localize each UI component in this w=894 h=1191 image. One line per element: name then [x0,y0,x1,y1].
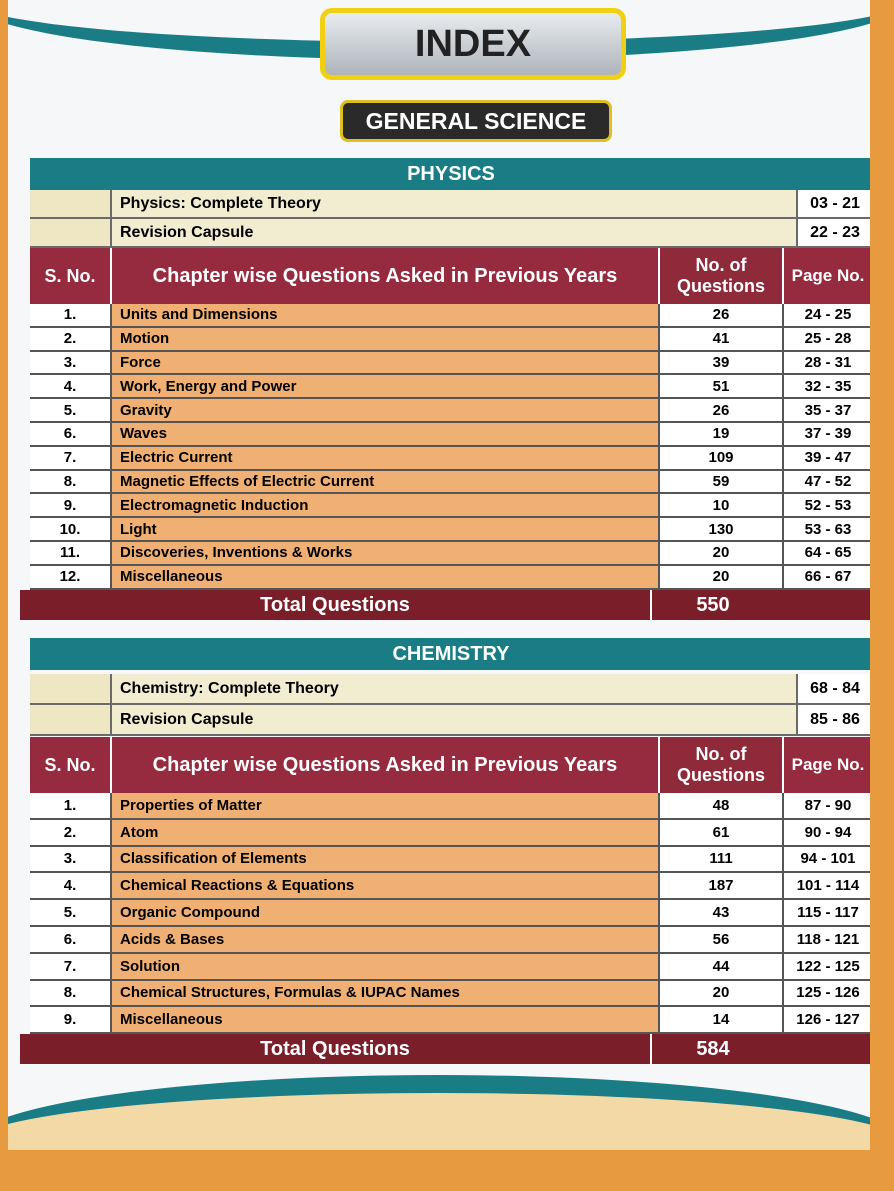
physics-total-value: 550 [650,590,774,620]
serial-number: 2. [30,820,112,845]
page-range: 32 - 35 [784,375,870,397]
serial-number: 1. [30,304,112,326]
question-count: 111 [660,847,784,872]
serial-number: 8. [30,471,112,493]
table-row [30,447,870,471]
chapter-name: Magnetic Effects of Electric Current [112,471,660,493]
question-count: 59 [660,471,784,493]
table-row [30,954,870,981]
table-row [30,900,870,927]
page-range: 66 - 67 [784,566,870,588]
table-row [30,518,870,542]
physics-section-title: PHYSICS [30,158,870,190]
index-title-box [320,8,626,80]
page-range: 35 - 37 [784,399,870,421]
question-count: 19 [660,423,784,445]
serial-number: 9. [30,1007,112,1032]
table-row [30,304,870,328]
table-row [30,820,870,847]
page-range: 126 - 127 [784,1007,870,1032]
serial-number: 3. [30,847,112,872]
physics-capsule-pages: 22 - 23 [796,219,870,246]
header-sno: S. No. [30,737,112,793]
serial-number: 12. [30,566,112,588]
serial-number: 3. [30,352,112,374]
chemistry-theory-row [30,674,870,705]
page-range: 125 - 126 [784,981,870,1006]
question-count: 61 [660,820,784,845]
page-range: 122 - 125 [784,954,870,979]
question-count: 109 [660,447,784,469]
chapter-name: Chemical Structures, Formulas & IUPAC Names [112,981,660,1006]
question-count: 187 [660,873,784,898]
chapter-name: Work, Energy and Power [112,375,660,397]
question-count: 41 [660,328,784,350]
header-page: Page No. [784,737,870,793]
chapter-name: Waves [112,423,660,445]
chemistry-capsule-label: Revision Capsule [112,705,796,734]
question-count: 56 [660,927,784,952]
chapter-name: Force [112,352,660,374]
question-count: 44 [660,954,784,979]
chapter-name: Gravity [112,399,660,421]
question-count: 20 [660,566,784,588]
serial-number: 8. [30,981,112,1006]
question-count: 26 [660,399,784,421]
question-count: 51 [660,375,784,397]
table-row [30,423,870,447]
chemistry-total-value: 584 [650,1034,774,1064]
table-row [30,566,870,590]
serial-number: 9. [30,494,112,516]
physics-table-header [30,248,870,304]
table-row [30,375,870,399]
question-count: 43 [660,900,784,925]
page-range: 52 - 53 [784,494,870,516]
physics-capsule-label: Revision Capsule [112,219,796,246]
header-questions: No. of Questions [660,737,784,793]
page-range: 39 - 47 [784,447,870,469]
chapter-name: Light [112,518,660,540]
page-range: 28 - 31 [784,352,870,374]
table-row [30,542,870,566]
page-range: 64 - 65 [784,542,870,564]
chapter-name: Units and Dimensions [112,304,660,326]
chemistry-rows [30,793,870,1034]
header-questions: No. of Questions [660,248,784,304]
chemistry-capsule-row [30,705,870,736]
chapter-name: Discoveries, Inventions & Works [112,542,660,564]
table-row [30,847,870,874]
page-range: 118 - 121 [784,927,870,952]
chemistry-total-row [20,1034,870,1064]
chapter-name: Classification of Elements [112,847,660,872]
table-row [30,471,870,495]
serial-number: 1. [30,793,112,818]
serial-number: 10. [30,518,112,540]
question-count: 10 [660,494,784,516]
subject-title: GENERAL SCIENCE [340,100,612,142]
table-row [30,328,870,352]
page-range: 53 - 63 [784,518,870,540]
header-sno: S. No. [30,248,112,304]
serial-number: 4. [30,375,112,397]
chapter-name: Motion [112,328,660,350]
header-chapter: Chapter wise Questions Asked in Previous Years [112,248,660,304]
header-page: Page No. [784,248,870,304]
chemistry-total-label: Total Questions [20,1034,650,1064]
page-range: 101 - 114 [784,873,870,898]
chapter-name: Acids & Bases [112,927,660,952]
physics-total-row [20,590,870,620]
question-count: 130 [660,518,784,540]
question-count: 20 [660,981,784,1006]
table-row [30,927,870,954]
chapter-name: Electric Current [112,447,660,469]
serial-number: 7. [30,954,112,979]
serial-number: 7. [30,447,112,469]
chapter-name: Solution [112,954,660,979]
chapter-name: Electromagnetic Induction [112,494,660,516]
page-range: 37 - 39 [784,423,870,445]
serial-number: 4. [30,873,112,898]
chapter-name: Miscellaneous [112,566,660,588]
chapter-name: Chemical Reactions & Equations [112,873,660,898]
serial-number: 6. [30,927,112,952]
serial-number: 2. [30,328,112,350]
page-range: 25 - 28 [784,328,870,350]
header-chapter: Chapter wise Questions Asked in Previous Years [112,737,660,793]
serial-number: 5. [30,399,112,421]
table-row [30,1007,870,1034]
page-range: 47 - 52 [784,471,870,493]
question-count: 26 [660,304,784,326]
physics-theory-label: Physics: Complete Theory [112,190,796,217]
table-row [30,352,870,376]
physics-theory-pages: 03 - 21 [796,190,870,217]
serial-number: 6. [30,423,112,445]
question-count: 39 [660,352,784,374]
chapter-name: Organic Compound [112,900,660,925]
page-title: INDEX [414,22,532,65]
chemistry-theory-label: Chemistry: Complete Theory [112,674,796,703]
table-row [30,981,870,1008]
chemistry-theory-pages: 68 - 84 [796,674,870,703]
page-range: 115 - 117 [784,900,870,925]
table-row [30,873,870,900]
chemistry-capsule-pages: 85 - 86 [796,705,870,734]
table-row [30,494,870,518]
page-range: 24 - 25 [784,304,870,326]
page-range: 94 - 101 [784,847,870,872]
question-count: 48 [660,793,784,818]
chapter-name: Properties of Matter [112,793,660,818]
chemistry-section-title: CHEMISTRY [30,638,870,670]
bottom-decorative-band [8,1075,870,1150]
table-row [30,399,870,423]
question-count: 14 [660,1007,784,1032]
physics-total-label: Total Questions [20,590,650,620]
chemistry-table-header [30,737,870,793]
page-range: 87 - 90 [784,793,870,818]
index-page [8,0,870,1150]
physics-capsule-row [30,219,870,248]
chapter-name: Miscellaneous [112,1007,660,1032]
chapter-name: Atom [112,820,660,845]
question-count: 20 [660,542,784,564]
serial-number: 11. [30,542,112,564]
physics-theory-row [30,190,870,219]
serial-number: 5. [30,900,112,925]
table-row [30,793,870,820]
physics-rows [30,304,870,590]
page-range: 90 - 94 [784,820,870,845]
